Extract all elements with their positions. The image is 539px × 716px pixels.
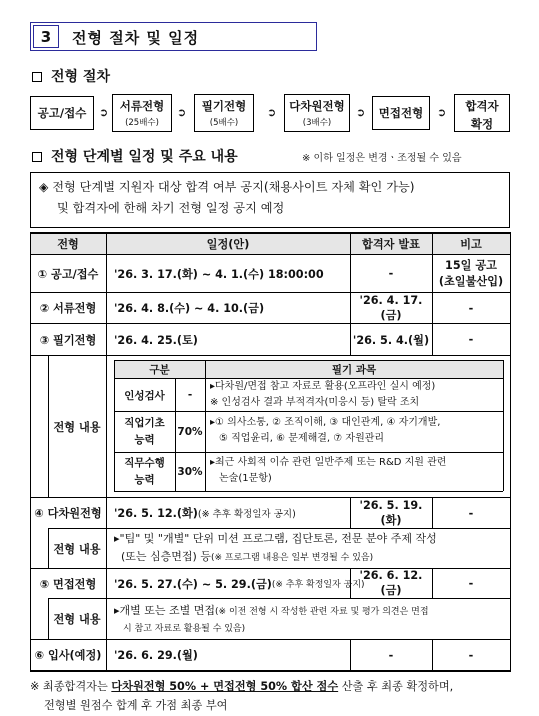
table-row-remark: - [468,333,474,346]
table-row-announce: '26. 5. 4.(월) [352,333,430,347]
inner-header-subject: 필기 과목 [331,364,377,376]
table-row-date: '26. 6. 29.(월) [114,649,198,662]
table-row-date: '26. 5. 12.(화) (※ 추후 확정일자 공지) [114,507,296,520]
detail-label: 전형 내용 [53,613,101,626]
table-row-announce: '26. 4. 17.(금) [359,293,423,322]
inner-row-name: 인성검사 [124,389,165,402]
table-row-stage: ⑤ 면접전형 [39,577,97,591]
table-row-date: '26. 5. 27.(수) ~ 5. 29.(금) (※ 추후 확정일자 공지) [114,577,365,591]
notice-line-1: ◈ 전형 단계별 지원자 대상 합격 여부 공지(채용사이트 자체 확인 가능) [39,180,415,194]
inner-header-type: 구분 [149,364,170,376]
table-row-remark: - [468,648,474,662]
step-document: 서류전형 (25배수) [112,94,172,132]
inner-row-desc: ▸다차원/면접 참고 자료로 활용(오프라인 실시 예정) ※ 인성검사 결과 부적격자(미응시 등) 탈락 조치 [210,381,436,408]
table-row-remark: - [468,506,474,520]
arrow-icon: ➲ [437,106,447,119]
inner-row-desc: ▸① 의사소통, ② 조직이해, ③ 대인관계, ④ 자기개발, ⑤ 직업윤리, ⑥ 문제해결, ⑦ 자원관리 [210,417,441,444]
square-bullet-icon [32,72,42,82]
inner-row-weight: 70% [177,426,203,438]
interview-detail: ▸개별 또는 조별 면접(※ 이전 전형 시 작성한 관련 자료 및 평가 의견은 면접 시 참고 자료로 활용될 수 있음) [114,604,429,634]
detail-label: 전형 내용 [53,420,101,434]
step-multidimensional: 다차원전형 (3배수) [284,94,350,132]
inner-row-weight: - [187,389,193,401]
header-announce: 합격자 발표 [362,237,420,251]
header-remark: 비고 [460,237,482,251]
table-row-remark: 15일 공고 (초일불산입) [438,258,504,288]
procedure-heading: 전형 절차 [32,66,110,86]
table-row-announce: - [388,648,394,662]
table-row-stage: ② 서류전형 [39,302,97,315]
multi-detail: ▸"팀" 및 "개별" 단위 미션 프로그램, 집단토론, 전문 분야 주제 작성 (또는 심층면접) 등(※ 프로그램 내용은 일부 변경될 수 있음) [114,532,437,563]
section-title: 전형 절차 및 일정 [72,29,200,47]
arrow-icon: ➲ [99,106,109,119]
table-row-remark: - [468,577,474,590]
inner-row-name: 직무수행 능력 [124,457,165,486]
table-row-stage: ⑥ 입사(예정) [34,649,102,662]
schedule-heading: 전형 단계별 일정 및 주요 내용 [32,146,238,166]
table-row-date: '26. 3. 17.(화) ~ 4. 1.(수) 18:00:00 [114,267,324,281]
header-stage: 전형 [57,237,79,251]
section-number: 3 [33,25,59,48]
table-row-announce: '26. 6. 12.(금) [359,569,423,597]
arrow-icon: ➲ [356,106,366,119]
table-row-stage: ① 공고/접수 [37,267,99,281]
arrow-icon: ➲ [267,106,277,119]
table-row-remark: - [468,301,474,315]
inner-row-name: 직업기초 능력 [124,417,165,446]
table-row-date: '26. 4. 8.(수) ~ 4. 10.(금) [114,302,265,315]
table-row-announce: '26. 5. 19.(화) [359,498,423,527]
step-written: 필기전형 (5배수) [194,94,254,132]
step-apply: 공고/접수 [30,96,94,130]
detail-label: 전형 내용 [53,542,101,556]
table-row-stage: ④ 다차원전형 [34,507,102,520]
schedule-note: ※ 이하 일정은 변경ㆍ조정될 수 있음 [302,153,462,164]
square-bullet-icon [32,152,42,162]
header-date: 일정(안) [206,237,250,251]
notice-line-2: 및 합격자에 한해 차기 전형 일정 공지 예정 [57,201,285,215]
step-interview: 면접전형 [372,96,430,130]
inner-row-weight: 30% [177,466,203,478]
table-row-date: '26. 4. 25.(토) [114,333,198,347]
arrow-icon: ➲ [177,106,187,119]
table-row-stage: ③ 필기전형 [39,333,97,347]
notice-box [30,172,510,228]
inner-row-desc: ▸최근 사회적 이슈 관련 일반주제 또는 R&D 지원 관련 논술(1문항) [210,457,447,484]
table-row-announce: - [388,267,394,280]
footer-note: ※ 최종합격자는 다차원전형 50% + 면접전형 50% 합산 점수 산출 후 최종 확정하며, 전형별 원점수 합계 후 가점 최종 부여 [30,680,454,712]
step-final: 합격자 확정 [454,94,510,132]
